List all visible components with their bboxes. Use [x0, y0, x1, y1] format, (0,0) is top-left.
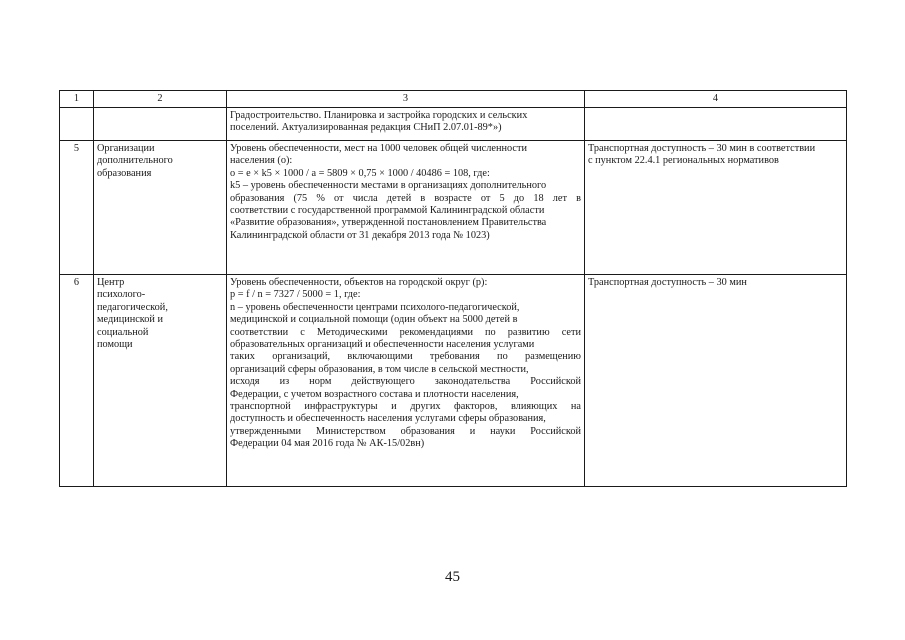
indicator-line: Уровень обеспеченности, объектов на городской округ (р):	[230, 277, 488, 288]
facility-name-line: медицинской и	[97, 314, 164, 326]
accessibility-cell	[585, 275, 847, 487]
accessibility-cell	[585, 108, 847, 141]
indicator-line: k5 – уровень обеспеченности местами в организациях дополнительного	[230, 180, 547, 192]
facility-name-cell	[94, 141, 227, 275]
accessibility-line: с пунктом 22.4.1 региональных нормативов	[588, 155, 779, 167]
table-row-6	[60, 275, 847, 487]
page-number: 45	[445, 569, 460, 585]
facility-name-cell	[94, 275, 227, 487]
indicator-line: Федерации 04 мая 2016 года № АК-15/02вн)	[230, 438, 425, 450]
facility-name-line: образования	[97, 167, 152, 179]
row-number: 5	[60, 141, 94, 275]
table-row-5	[60, 141, 847, 275]
facility-name-line: Центр	[97, 277, 125, 288]
indicator-line: населения (о):	[230, 155, 293, 167]
indicator-cell	[227, 141, 585, 275]
facility-name-line: педагогической,	[97, 301, 168, 313]
table-header-row	[60, 91, 847, 108]
row-number	[60, 108, 94, 141]
column-header-2: 2	[94, 91, 227, 108]
column-header-4: 4	[585, 91, 847, 108]
facility-name-line: психолого-	[97, 289, 146, 301]
column-header-1: 1	[60, 91, 94, 108]
facility-name-line: социальной	[97, 326, 149, 338]
indicator-line: доступность и обеспеченность населения услугами сферы образования,	[230, 413, 546, 425]
accessibility-line: Транспортная доступность – 30 мин в соответствии	[588, 143, 816, 154]
column-header-3: 3	[227, 91, 585, 108]
indicator-cell	[227, 108, 585, 141]
indicator-line: образования (75 % от числа детей в возрасте от 5 до 18 лет в	[230, 192, 581, 204]
indicator-line: соответствии с Методическими рекомендациями по развитию сети	[230, 326, 581, 338]
facility-name-line: дополнительного	[97, 155, 173, 167]
indicator-line: о = е × k5 × 1000 / а = 5809 × 0,75 × 1000 / 40486 = 108, где:	[230, 167, 490, 179]
indicator-line: медицинской и социальной помощи (один объект на 5000 детей в	[230, 314, 518, 326]
indicator-line: соответствии с государственной программой Калининградской области	[230, 205, 545, 217]
indicator-line: n – уровень обеспеченности центрами психолого-педагогической,	[230, 301, 520, 313]
indicator-line: Уровень обеспеченности, мест на 1000 человек общей численности	[230, 143, 527, 154]
indicator-line: Градостроительство. Планировка и застройка городских и сельских	[230, 110, 528, 121]
indicator-line: образовательных организаций и обеспеченности населения услугами	[230, 339, 535, 351]
indicator-line: «Развитие образования», утвержденной постановлением Правительства	[230, 217, 547, 229]
indicator-line: утвержденными Министерством образования и науки Российской	[230, 425, 581, 437]
indicator-line: организаций сферы образования, в том числе в сельской местности,	[230, 363, 529, 375]
table-row-continuation	[60, 108, 847, 141]
row-number: 6	[60, 275, 94, 487]
indicator-line: исходя из норм действующего законодательства Российской	[230, 376, 581, 388]
document-table	[59, 90, 847, 487]
accessibility-line: Транспортная доступность – 30 мин	[588, 277, 747, 288]
indicator-line: поселений. Актуализированная редакция СНиП 2.07.01-89*»)	[230, 122, 502, 134]
facility-name-line: помощи	[97, 339, 133, 351]
indicator-line: таких организаций, включающими требования по размещению	[230, 351, 581, 363]
facility-name-line: Организации	[97, 143, 155, 154]
facility-name-cell	[94, 108, 227, 141]
accessibility-cell	[585, 141, 847, 275]
indicator-line: Федерации, с учетом возрастного состава и плотности населения,	[230, 388, 519, 400]
indicator-line: р = f / n = 7327 / 5000 = 1, где:	[230, 289, 361, 301]
indicator-line: Калининградской области от 31 декабря 2013 года № 1023)	[230, 229, 490, 241]
indicator-cell	[227, 275, 585, 487]
indicator-line: транспортной инфраструктуры и других факторов, влияющих на	[230, 401, 581, 413]
